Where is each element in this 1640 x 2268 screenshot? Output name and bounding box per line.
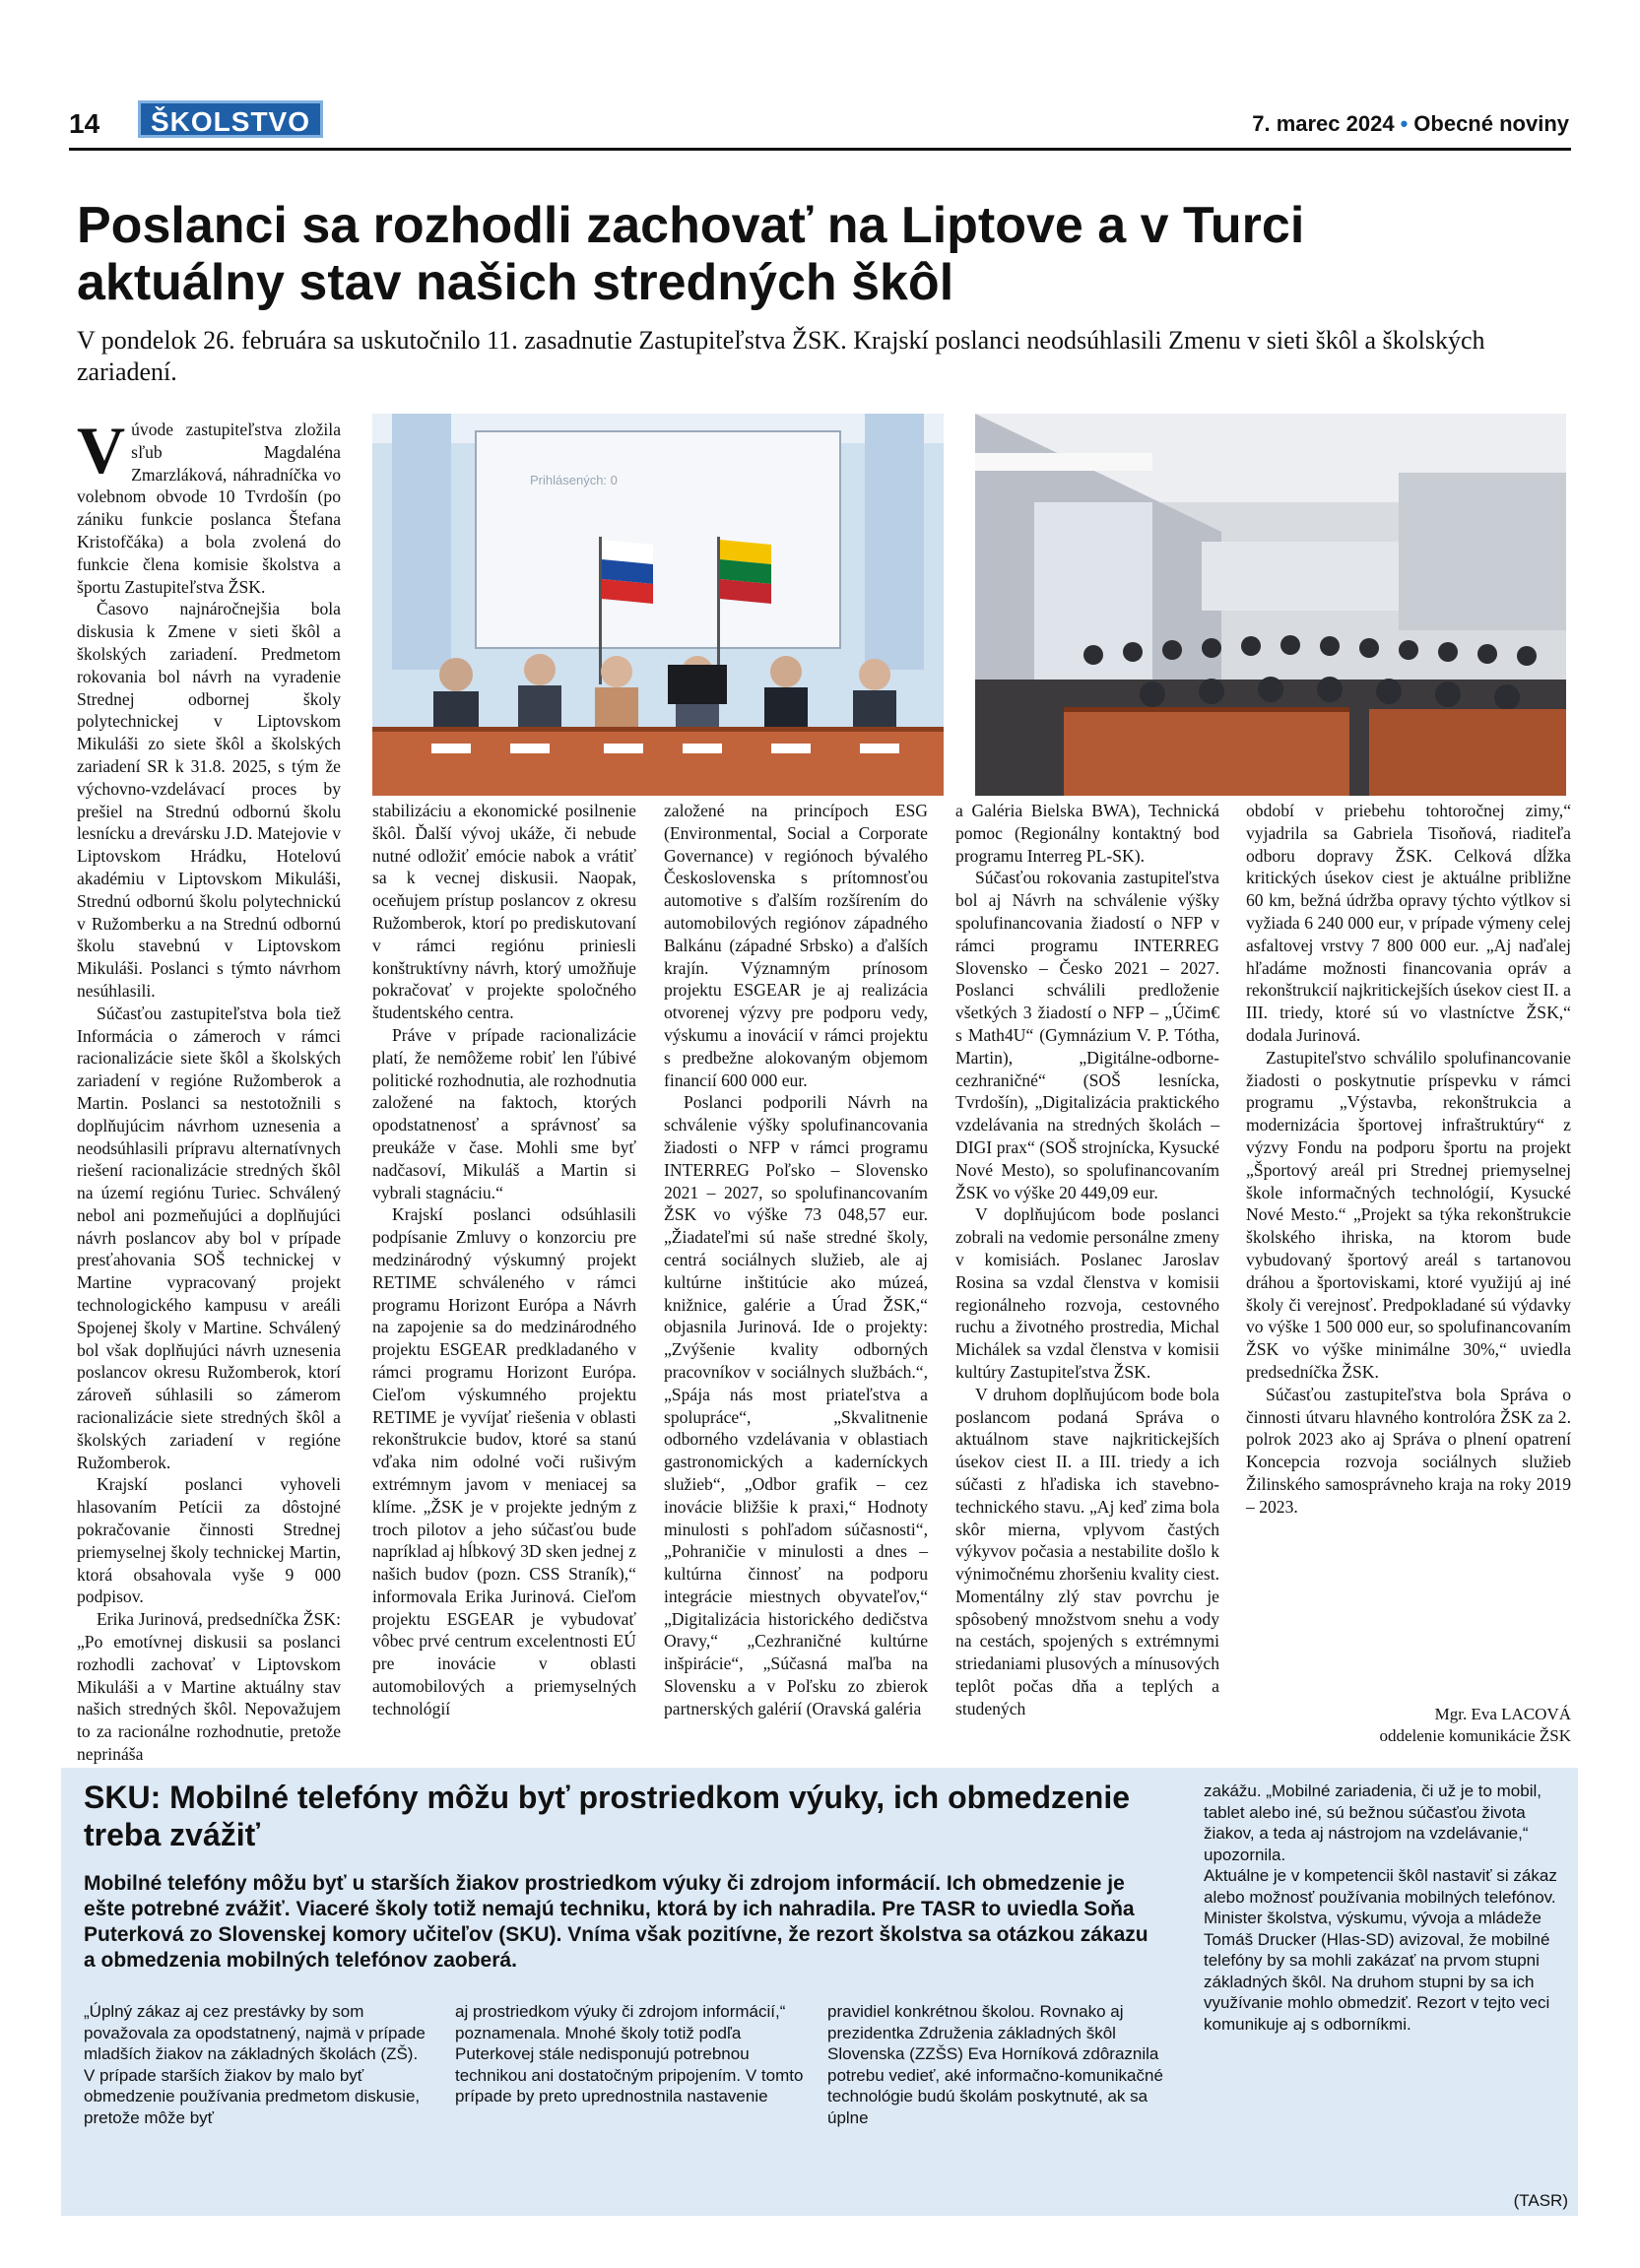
paragraph: Aktuálne je v kompetencii škôl nastaviť si zákaz alebo možnosť používania mobilných telefónov. Minister školstva, výskumu, vývoja a mládeže Tomáš Drucker (Hlas-SD) avizoval, že mobilné telefóny by sa mohli zakázať na prvom stupni základných škôl. Na druhom stupni by sa ich využívanie mohlo obmedziť. Rezort v tejto veci komunikuje aj s odborníkmi. [1204, 1866, 1557, 2034]
article-column-3 [664, 800, 928, 1725]
article-column-5 [1246, 800, 1571, 1701]
paragraph: „Úplný zákaz aj cez prestávky by som považovala za opodstatnený, najmä v prípade mladších žiakov na základných školách (ZŠ). V prípade starších žiakov by malo byť obmedzenie používania predmetom diskusie, pretože môže byť [84, 2002, 426, 2127]
paragraph: Časovo najnáročnejšia bola diskusia k Zmene v sieti škôl a školských zariadení. Predmetom rokovania bol návrh na vyradenie Strednej odbornej školy polytechnickej v Liptovskom Mikuláši zo siete škôl a školských zariadení SR k 31.8. 2025, s tým že výchovno-vzdelávací proces by prešiel na Strednú odbornú školu lesnícku a drevársku J.D. Matejovie v Liptovskom Hrádku, Hotelovú akadémiu v Liptovskom Mikuláši, Strednú odbornú školu polytechnickú v Ružomberku a na Strednú odbornú školu stavebnú v Liptovskom Mikuláši. Poslanci s týmto návrhom nesúhlasili. [77, 599, 341, 1001]
article-column-1 [77, 413, 341, 1765]
article-headline [77, 197, 1554, 311]
projector-screen-text: Prihlásených: 0 [530, 473, 618, 487]
sidebar-column-4 [1204, 1781, 1568, 2035]
paragraph: zakážu. „Mobilné zariadenia, či už je to mobil, tablet alebo iné, sú bežnou súčasťou života žiakov, a teda aj nástrojom na vzdelávanie,“ upozornila. [1204, 1782, 1542, 1864]
dateline [1252, 111, 1569, 137]
article-byline [1246, 1704, 1571, 1747]
page-number: 14 [69, 108, 100, 139]
newspaper-name: Obecné noviny [1413, 111, 1569, 136]
paragraph: Súčasťou rokovania zastupiteľstva bol aj Návrh na schválenie výšky spolufinancovania žiadostí o NFP v rámci programu INTERREG Slovensko – Česko 2021 – 2027. Poslanci schválili predloženie všetkých 3 žiadostí o NFP – „Účim€ s Math4U“ (Gymnázium V. P. Tótha, Martin), „Digitálne-odborne-cezhraničné“ (SOŠ lesnícka, Tvrdošín), „Digitalizácia praktického vzdelávania na stredných školách – DIGI prax“ (SOŠ strojnícka, Kysucké Nové Mesto), so spolufinancovaním ŽSK vo výške 20 449,09 eur. [955, 868, 1219, 1202]
separator-dot: • [1400, 111, 1409, 136]
paragraph: Súčasťou zastupiteľstva bola Správa o činnosti útvaru hlavného kontrolóra ŽSK za 2. polrok 2023 ako aj Správa o plnení opatrení Koncepcia rozvoja sociálnych služieb Žilinského samosprávneho kraja na roky 2019 – 2023. [1246, 1384, 1571, 1517]
headline-line-2: aktuálny stav našich stredných škôl [77, 254, 954, 311]
photo-presidium [372, 414, 944, 796]
article-column-2 [372, 800, 636, 1725]
drop-cap: V [77, 413, 126, 487]
paragraph: Erika Jurinová, predsedníčka ŽSK: „Po emotívnej diskusii sa poslanci rozhodli zachovať v Liptovskom Mikuláši a v Martine aktuálny stav našich stredných škôl. Nepovažujem to za racionálne rozhodnutie, pretože neprináša [77, 1609, 341, 1765]
headline-line-1: Poslanci sa rozhodli zachovať na Liptove a v Turci [77, 197, 1305, 254]
photo-assembly-hall-image [975, 414, 1566, 796]
sidebar-column-1 [84, 2001, 433, 2128]
paragraph: stabilizáciu a ekonomické posilnenie škôl. Ďalší vývoj ukáže, či nebude nutné odložiť emócie nabok a vrátiť sa k vecnej diskusii. Naopak, oceňujem prístup poslancov z okresu Ružomberok, ktorí po prediskutovaní v rámci regiónu priniesli konštruktívny návrh, ktorý umožňuje pokračovať v projekte spoločného študentského centra. [372, 801, 636, 1023]
author-role: oddelenie komunikácie ŽSK [1379, 1726, 1571, 1745]
sidebar-column-3 [827, 2001, 1177, 2128]
paragraph: pravidiel konkrétnou školou. Rovnako aj prezidentka Združenia základných škôl Slovenska (ZZŠS) Eva Horníková zdôraznila potrebu vedieť, aké informačno-komunikačné technológie budú školám poskytnuté, ak sa úplne [827, 2002, 1163, 2127]
sidebar-lead: Mobilné telefóny môžu byť u starších žiakov prostriedkom výuky či zdrojom informácií. Ich obmedzenie je ešte potrebné zvážiť. Viaceré školy totiž nemajú techniku, ktorá by ich nahradila. Pre TASR to uviedla Soňa Puterková zo Slovenskej komory učiteľov (SKU). Vníma však pozitívne, že rezort školstva sa otázkou zákazu a obmedzenia mobilných telefónov zaoberá. [84, 1872, 1148, 1972]
issue-date: 7. marec 2024 [1252, 111, 1395, 136]
photo-assembly-hall [975, 414, 1566, 796]
paragraph: období v priebehu tohtoročnej zimy,“ vyjadrila sa Gabriela Tisoňová, riaditeľa odboru dopravy ŽSK. Celková dĺžka kritických úsekov ciest je aktuálne približne 60 km, bežná údržba opravy týchto výtlkov si vyžiada 6 240 000 eur, v prípade výmeny celej asfaltovej vrstvy 7 800 000 eur. „Aj naďalej hľadáme možnosti financovania opráv a rekonštrukcií najkritickejších úsekov ciest II. a III. triedy, ktoré sú vo vlastníctve ŽSK,“ dodala Jurinová. [1246, 801, 1571, 1045]
paragraph: Poslanci podporili Návrh na schválenie výšky spolufinancovania žiadosti o NFP v rámci programu INTERREG Poľsko – Slovensko 2021 – 2027, so spolufinancovaním ŽSK vo výške 73 048,57 eur. „Žiadateľmi sú naše stredné školy, centrá sociálnych služieb, ale aj kultúrne inštitúcie ako múzeá, knižnice, galérie a Úrad ŽSK,“ objasnila Jurinová. Ide o projekty: „Zvýšenie kvality odborných pracovníkov v sociálnych službách.“, „Spája nás most priateľstva a spolupráce“, „Skvalitnenie odborného vzdelávania v oblastiach gastronomických a kaderníckych služieb“, „Odbor grafik – cez inovácie bližšie k praxi,“ Hodnoty minulosti s pohľadom súčasnosti“, „Pohraničie v minulosti a dnes – kultúrna činnosť na podporu integrácie miestnych obyvateľov,“ „Digitalizácia historického dedičstva Oravy,“ „Cezhraničné kultúrne inšpirácie“, „Súčasná maľba na Slovensku a v Poľsku zo zbierok partnerských galérií (Oravská galéria [664, 1092, 928, 1718]
paragraph: aj prostriedkom výuky či zdrojom informácií,“ poznamenala. Mnohé školy totiž podľa Puterkovej stále nedisponujú potrebnou technikou ani dostatočným pripojením. V tomto prípade by preto uprednostnila nastavenie [455, 2002, 804, 2106]
paragraph: Krajskí poslanci vyhoveli hlasovaním Petícii za dôstojné pokračovanie činnosti Strednej priemyselnej školy technickej Martin, ktorá obsahovala vyše 9 000 podpisov. [77, 1474, 341, 1607]
article-column-4 [955, 800, 1219, 1725]
author-name: Mgr. Eva LACOVÁ [1434, 1705, 1571, 1723]
sidebar-column-2 [455, 2001, 805, 2107]
article-lead: V pondelok 26. februára sa uskutočnilo 11. zasadnutie Zastupiteľstva ŽSK. Krajskí poslanci neodsúhlasili Zmenu v sieti škôl a školských zariadení. [77, 326, 1485, 386]
paragraph: V druhom doplňujúcom bode bola poslancom podaná Správa o aktuálnom stave najkritickejších úsekov ciest II. a III. triedy a ich súčasti z hľadiska ich stavebno-technického stavu. „Aj keď zima bola skôr mierna, vplyvom častých výkyvov počasia a nestabilite došlo k výnimočnému zhoršeniu kvality ciest. Momentálny zlý stav povrchu je spôsobený množstvom snehu a vody na cestách, spojených s extrémnymi striedaniami plusových a mínusových teplôt počas dňa a teplých a studených [955, 1384, 1219, 1718]
sidebar-title: SKU: Mobilné telefóny môžu byť prostriedkom výuky, ich obmedzenie treba zvážiť [84, 1780, 1131, 1852]
paragraph: Vúvode zastupiteľstva zložila sľub Magdaléna Zmarzláková, náhradníčka vo volebnom obvode 10 Tvrdošín (po zániku funkcie poslanca Štefana Kristofčáka) a bola zvolená do funkcie člena komisie školstva a športu Zastupiteľstva ŽSK. [77, 413, 341, 597]
paragraph: V doplňujúcom bode poslanci zobrali na vedomie personálne zmeny v komisiách. Poslanec Jaroslav Rosina sa vzdal členstva v komisii regionálneho rozvoja, cestovného ruchu a životného prostredia, Michal Michálek sa vzdal členstva v komisii kultúry Zastupiteľstva ŽSK. [955, 1204, 1219, 1382]
paragraph: založené na princípoch ESG (Environmental, Social a Corporate Governance) v regiónoch bývalého Československa s prítomnosťou automotive s ďalším rozšírením do automobilových regiónov západného Balkánu (západné Srbsko) a ďalších krajín. Významným prínosom projektu ESGEAR je aj realizácia otvorenej výzvy pre podporu vedy, výskumu a inovácií v rámci projektu s predbežne alokovaným objemom financií 600 000 eur. [664, 801, 928, 1090]
header-rule [69, 148, 1571, 151]
paragraph: Súčasťou zastupiteľstva bola tiež Informácia o zámeroch v rámci racionalizácie siete škôl a školských zariadení v regióne Ružomberok a Martin. Poslanci sa nestotožnili s doplňujúcim návrhom uznesenia a neodsúhlasili prípravu alternatívnych riešení racionalizácie stredných škôl na území regiónu Turiec. Schválený nebol ani pozmeňujúci a doplňujúci návrh poslancov aby bol v prípade presťahovania SOŠ technickej v Martine vypracovaný projekt technologického kampusu v areáli Spojenej školy v Martine. Schválený bol však doplňujúci návrh uznesenia poslancov okresu Ružomberok, ktorí zároveň súhlasili so zámerom racionalizácie siete stredných škôl a školských zariadení v regióne Ružomberok. [77, 1003, 341, 1472]
paragraph: Zastupiteľstvo schválilo spolufinancovanie žiadosti o poskytnutie príspevku v rámci programu „Výstavba, rekonštrukcia a modernizácia športovej infraštruktúry“ z výzvy Fondu na podporu športu na projekt „Športový areál pri Strednej priemyselnej škole informačných technológií, Kysucké Nové Mesto.“ „Projekt sa týka rekonštrukcie školského ihriska, na ktorom bude vybudovaný športový areál s tartanovou dráhou a športoviskami, ktoré využijú aj iné školy či verejnosť. Predpokladané sú výdavky vo výške 1 500 000 eur, so spolufinancovaním ŽSK vo výške minimálne 30%,“ uviedla predsedníčka ŽSK. [1246, 1047, 1571, 1382]
section-label: ŠKOLSTVO [138, 100, 323, 138]
sidebar-source: (TASR) [1513, 2191, 1568, 2210]
paragraph: Krajskí poslanci odsúhlasili podpísanie Zmluvy o konzorciu pre medzinárodný výskumný projekt RETIME schváleného v rámci programu Horizont Európa a Návrh na zapojenie sa do medzinárodného projektu ESGEAR predkladaného v rámci programu Horizont Európa. Cieľom výskumného projektu RETIME je vyvíjať riešenia v oblasti rekonštrukcie budov, ktoré sa stanú vďaka nim odolné voči rušivým extrémnym javom v meniacej sa klíme. „ŽSK je v projekte jedným z troch pilotov a jeho súčasťou bude napríklad aj hĺbkový 3D sken jednej z našich budov (pozn. CSS Straník),“ informovala Erika Jurinová. Cieľom projektu ESGEAR je vybudovať vôbec prvé centrum excelentnosti EÚ pre inovácie v oblasti automobilových a priemyselných technológií [372, 1204, 636, 1718]
photo-presidium-image [372, 414, 944, 796]
paragraph: a Galéria Bielska BWA), Technická pomoc (Regionálny kontaktný bod programu Interreg PL-SK). [955, 801, 1219, 866]
paragraph: Práve v prípade racionalizácie platí, že nemôžeme robiť len ľúbivé politické rozhodnutia, ale rozhodnutia založené na faktoch, ktorých opodstatnenosť a správnosť sa preukáže v čase. Mohli sme byť nadčasoví, Mikuláš a Martin si vybrali stagnáciu.“ [372, 1024, 636, 1202]
